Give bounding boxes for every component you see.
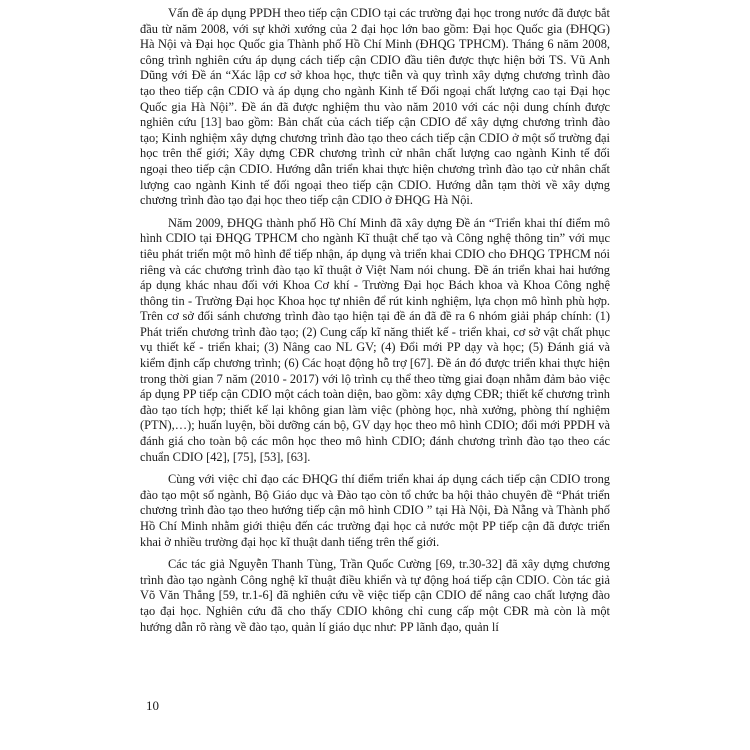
paragraph-4: Các tác giả Nguyễn Thanh Tùng, Trần Quốc Cường [69, tr.30-32] đã xây dựng chương trình đào tạo ngành Công nghệ kĩ thuật điều khiển và tự động hoá tiếp cận CDIO. Còn tác giả Võ Văn Thắng [59, tr.1-6] đã nghiên cứu về việc tiếp cận CDIO để nâng cao chất lượng đào tạo đại học. Nghiên cứu đã cho thấy CDIO không chỉ cung cấp một CĐR mà còn là một hướng dẫn rõ ràng về đào tạo, quản lí giáo dục như: PP lãnh đạo, quản lí [140, 557, 610, 634]
page-number: 10 [146, 698, 159, 713]
paragraph-1: Vấn đề áp dụng PPDH theo tiếp cận CDIO tại các trường đại học trong nước đã được bắt đầu từ năm 2008, với sự khởi xướng của 2 đại học lớn bao gồm: Đại học Quốc gia (ĐHQG) Hà Nội và Đại học Quốc gia Thành phố Hồ Chí Minh (ĐHQG TPHCM). Tháng 6 năm 2008, công trình nghiên cứu áp dụng cách tiếp cận CDIO đầu tiên được thực hiện bởi TS. Vũ Anh Dũng với Đề án “Xác lập cơ sở khoa học, thực tiễn và quy trình xây dựng chương trình đào tạo theo tiếp cận CDIO và áp dụng cho ngành Kinh tế Đối ngoại chất lượng cao tại Đại học Quốc gia Hà Nội”. Đề án đã được nghiệm thu vào năm 2010 với các nội dung chính được nghiên cứu [13] bao gồm: Bản chất của cách tiếp cận CDIO để xây dựng chương trình đào tạo; Kinh nghiệm xây dựng chương trình đào tạo theo cách tiếp cận CDIO ở một số trường đại học trên thế giới; Xây dựng CĐR chương trình cử nhân chất lượng cao ngành Kinh tế đối ngoại theo tiếp cận CDIO. Hướng dẫn triển khai thực hiện chương trình đào tạo cử nhân chất lượng cao ngành Kinh tế đối ngoại theo tiếp cận CDIO. Hướng dẫn tạm thời về xây dựng chương trình đào tạo đại học theo tiếp cận CDIO ở ĐHQG Hà Nội. [140, 6, 610, 208]
paragraph-3: Cùng với việc chỉ đạo các ĐHQG thí điểm triển khai áp dụng cách tiếp cận CDIO trong đào tạo một số ngành, Bộ Giáo dục và Đào tạo còn tổ chức ba hội thảo chuyên đề “Phát triển chương trình đào tạo theo hướng tiếp cận mô hình CDIO ” tại Hà Nội, Đà Nẵng và Thành phố Hồ Chí Minh nhằm giới thiệu đến các trường đại học cả nước một PP tiếp cận đã được triển khai ở nhiều trường đại học kĩ thuật danh tiếng trên thế giới. [140, 472, 610, 549]
paragraph-2: Năm 2009, ĐHQG thành phố Hồ Chí Minh đã xây dựng Đề án “Triển khai thí điểm mô hình CDIO tại ĐHQG TPHCM cho ngành Kĩ thuật chế tạo và Công nghệ thông tin” với mục tiêu phát triển một mô hình để tiếp nhận, áp dụng và triển khai CDIO cho ĐHQG TPHCM nói riêng và các chương trình đào tạo kĩ thuật ở Việt Nam nói chung. Đề án triển khai hai hướng áp dụng khác nhau đối với Khoa Cơ khí - Trường Đại học Bách khoa và Khoa Công nghệ thông tin - Trường Đại học Khoa học tự nhiên để rút kinh nghiệm, lựa chọn mô hình phù hợp. Trên cơ sở đối sánh chương trình đào tạo hiện tại đề án đã đề ra 6 nhóm giải pháp chính: (1) Phát triển chương trình đào tạo; (2) Cung cấp kĩ năng thiết kế - triển khai, cơ sở vật chất phục vụ thiết kế - triển khai; (3) Nâng cao NL GV; (4) Đổi mới PP dạy và học; (5) Đánh giá và kiểm định cấp chương trình; (6) Các hoạt động hỗ trợ [67]. Đề án đó được triển khai thực hiện trong thời gian 7 năm (2010 - 2017) với lộ trình cụ thể theo từng giai đoạn nhằm đảm bảo việc áp dụng PP tiếp cận CDIO một cách toàn diện, bao gồm: xây dựng CĐR; thiết kế chương trình đào tạo tích hợp; thiết kế lại không gian làm việc (phòng học, nhà xưởng, phòng thí nghiệm (PTN),…); huấn luyện, bồi dưỡng cán bộ, GV dạy học theo mô hình CDIO; đổi mới PPDH và đánh giá cho toàn bộ các môn học theo mô hình CDIO; đánh chương trình đào tạo theo các chuẩn CDIO [42], [75], [53], [63]. [140, 215, 610, 464]
document-body [140, 6, 610, 642]
